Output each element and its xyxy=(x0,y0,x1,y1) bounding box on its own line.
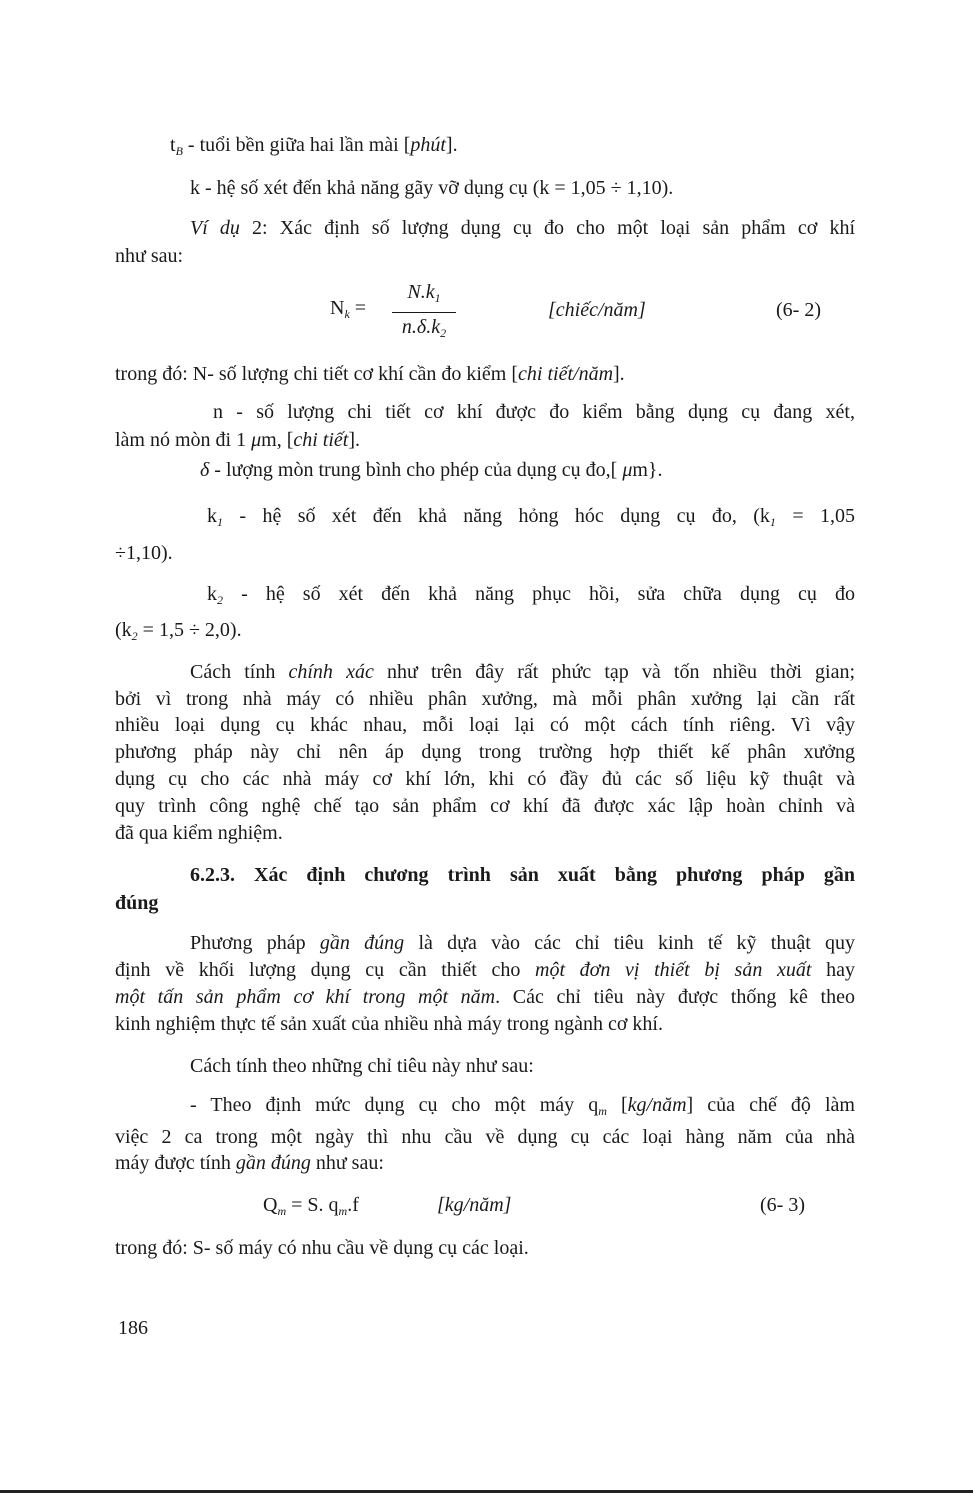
subscript: 1 xyxy=(769,515,776,529)
text-run: 2: Xác định số lượng dụng cụ đo cho một loại sản phẩm cơ khí xyxy=(239,217,855,239)
text-line xyxy=(115,244,183,268)
text-run: gần đúng xyxy=(319,932,405,954)
text-run: là dựa vào các chỉ tiêu kinh tế kỹ thuật quy xyxy=(404,932,856,954)
text-line xyxy=(207,582,855,612)
numerator-text: N.k xyxy=(407,281,435,303)
subscript: m xyxy=(598,1104,607,1118)
text-line xyxy=(115,1151,384,1175)
text-run: Cách tính xyxy=(190,661,289,683)
section-heading-line xyxy=(115,891,158,915)
denominator-text: n.δ.k xyxy=(401,316,441,338)
text-line xyxy=(190,1093,855,1123)
page-number: 186 xyxy=(118,1317,148,1339)
text-run: δ xyxy=(200,459,210,481)
text-run: quy trình công nghệ chế tạo sản phẩm cơ khí đã được xác lập hoàn chỉnh và xyxy=(115,795,855,817)
text-run: k - hệ số xét đến khả năng gãy vỡ dụng cụ (k = 1,05 ÷ 1,10). xyxy=(190,177,674,199)
text-run: ] của chế độ làm xyxy=(686,1094,855,1116)
text-run: Phương pháp xyxy=(190,932,320,954)
fraction xyxy=(392,280,456,345)
text-line xyxy=(115,428,360,452)
text-run: Ví dụ xyxy=(190,217,240,239)
text-run: 6.2.3. Xác định chương trình sản xuất bằng phương pháp gần xyxy=(190,864,855,886)
text-line xyxy=(115,821,283,845)
text-run: đúng xyxy=(115,892,159,914)
text-line xyxy=(115,618,242,648)
text-run: trong đó: S- số máy có nhu cầu về dụng cụ các loại. xyxy=(115,1237,529,1259)
text-run: [ xyxy=(606,1094,628,1116)
text-run: = 1,05 xyxy=(775,505,855,527)
equation-unit: [chiếc/năm] xyxy=(548,299,646,321)
text-line xyxy=(190,1054,534,1078)
text-line xyxy=(190,176,673,200)
text-line xyxy=(115,713,855,737)
symbol: N xyxy=(330,297,345,319)
text-line xyxy=(190,660,855,684)
text-run: chi tiết xyxy=(293,429,349,451)
text-run: một tấn sản phẩm cơ khí trong một năm xyxy=(115,986,496,1008)
text-line xyxy=(190,216,855,240)
text-line xyxy=(115,1236,529,1260)
text-run: hay xyxy=(811,959,855,981)
subscript: 1 xyxy=(434,291,441,305)
text-run: = 1,5 ÷ 2,0). xyxy=(137,619,242,641)
equation-expression xyxy=(263,1193,359,1223)
text-run: m, [ xyxy=(261,429,294,451)
equation-number: (6- 2) xyxy=(776,299,821,321)
text-run: m}. xyxy=(632,459,663,481)
text-run: dụng cụ cho các nhà máy cơ khí lớn, khi có đầy đủ các số liệu kỹ thuật và xyxy=(115,768,855,790)
text-run: . Các chỉ tiêu này được thống kê theo xyxy=(495,986,855,1008)
text-run: - tuổi bền giữa hai lần mài [ xyxy=(182,134,411,156)
subscript: 2 xyxy=(440,326,447,340)
subscript: 1 xyxy=(217,515,223,529)
text-run: gần đúng xyxy=(235,1152,311,1174)
text-run: trong đó: N- số lượng chi tiết cơ khí cần đo kiểm [ xyxy=(115,363,519,385)
page-edge xyxy=(0,1490,973,1493)
text-run: k xyxy=(207,505,217,527)
text-line xyxy=(200,458,663,482)
text-line xyxy=(115,958,855,982)
text-run: ÷1,10). xyxy=(115,542,173,564)
text-line xyxy=(190,931,855,955)
text-run: như trên đây rất phức tạp và tốn nhiều thời gian; xyxy=(373,661,856,683)
text-run: - lượng mòn trung bình cho phép của dụng cụ đo,[ xyxy=(209,459,623,481)
text-run: Cách tính theo những chỉ tiêu này như sau: xyxy=(190,1055,534,1077)
text-run: như sau: xyxy=(115,245,184,267)
expression: = S. q xyxy=(286,1194,339,1216)
text-run: - hệ số xét đến khả năng hỏng hóc dụng cụ đo, (k xyxy=(223,505,770,527)
equation-unit: [kg/năm] xyxy=(437,1194,512,1216)
subscript: m xyxy=(277,1204,287,1218)
text-run: nhiều loại dụng cụ khác nhau, mỗi loại lại có một cách tính riêng. Vì vậy xyxy=(115,714,855,736)
text-line xyxy=(115,541,173,565)
text-run: phương pháp này chỉ nên áp dụng trong trường hợp thiết kế phân xưởng xyxy=(115,741,855,763)
denominator xyxy=(392,313,456,345)
text-run: ]. xyxy=(348,429,361,451)
subscript: 2 xyxy=(217,593,223,607)
symbol: Q xyxy=(263,1194,278,1216)
text-run: phút xyxy=(410,134,446,156)
subscript: m xyxy=(338,1204,348,1218)
text-line xyxy=(207,504,855,534)
text-line xyxy=(115,767,855,791)
text-line xyxy=(115,740,855,764)
text-line xyxy=(115,362,625,386)
subscript: 2 xyxy=(131,629,138,643)
subscript: k xyxy=(344,307,350,321)
text-run: - Theo định mức dụng cụ cho một máy q xyxy=(190,1094,599,1116)
expression: .f xyxy=(347,1194,359,1216)
text-run: máy được tính xyxy=(115,1152,236,1174)
text-run: μ xyxy=(622,459,633,481)
text-run: μ xyxy=(251,429,262,451)
text-line xyxy=(170,133,458,163)
text-line xyxy=(115,1012,663,1036)
text-run: - hệ số xét đến khả năng phục hồi, sửa chữa dụng cụ đo xyxy=(223,583,855,605)
equation-lhs xyxy=(330,296,366,326)
equals: = xyxy=(349,297,367,319)
text-run: n - số lượng chi tiết cơ khí được đo kiểm bằng dụng cụ đang xét, xyxy=(213,401,855,423)
subscript: B xyxy=(175,144,183,158)
text-run: kinh nghiệm thực tế sản xuất của nhiều nhà máy trong ngành cơ khí. xyxy=(115,1013,663,1035)
equation-number: (6- 3) xyxy=(760,1194,805,1216)
text-run: chính xác xyxy=(288,661,374,683)
text-line xyxy=(115,687,855,711)
text-run: việc 2 ca trong một ngày thì nhu cầu về dụng cụ các loại hàng năm của nhà xyxy=(115,1126,855,1148)
text-run: định về khối lượng dụng cụ cần thiết cho xyxy=(115,959,536,981)
text-run: kg/năm xyxy=(627,1094,687,1116)
text-run: ]. xyxy=(613,363,625,385)
text-run: k xyxy=(207,583,217,605)
numerator xyxy=(392,280,456,313)
text-line xyxy=(115,985,855,1009)
text-run: đã qua kiểm nghiệm. xyxy=(115,822,283,844)
text-run: (k xyxy=(115,619,132,641)
text-run: bởi vì trong nhà máy có nhiều phân xưởng, mà mỗi phân xưởng lại cần rất xyxy=(115,688,855,710)
section-heading-line xyxy=(190,863,855,887)
text-run: ]. xyxy=(445,134,458,156)
text-run: chi tiết/năm xyxy=(518,363,614,385)
text-run: t xyxy=(170,134,176,156)
text-line xyxy=(115,1125,855,1149)
text-run: làm nó mòn đi 1 xyxy=(115,429,252,451)
text-run: một đơn vị thiết bị sản xuất xyxy=(535,959,812,981)
text-line xyxy=(213,400,855,424)
text-line xyxy=(115,794,855,818)
text-run: như sau: xyxy=(310,1152,384,1174)
